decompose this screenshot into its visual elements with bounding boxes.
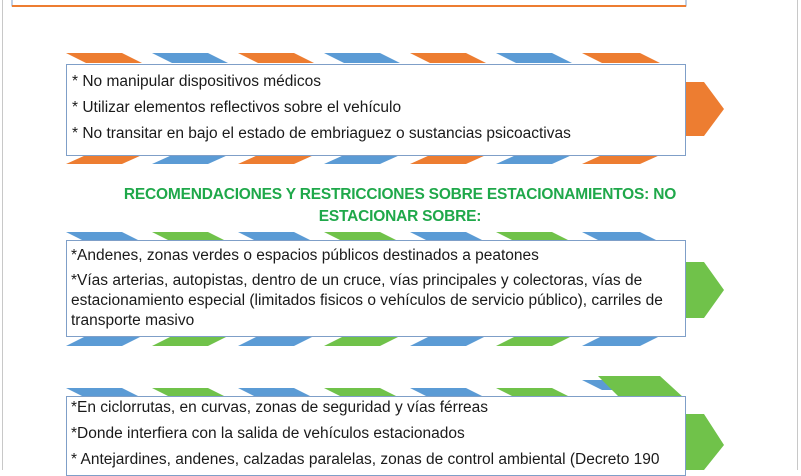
safety-rules-box <box>66 64 686 156</box>
restriction-item-continued: estacionamiento especial (limitados fisicos o vehículos de servicio público), carriles de <box>71 292 663 309</box>
parking-section-heading <box>60 184 740 228</box>
orange-arrow-head <box>684 82 724 136</box>
rule-item: * No manipular dispositivos médicos <box>72 73 321 90</box>
rule-item: * No transitar en bajo el estado de embriaguez o sustancias psicoactivas <box>72 125 571 142</box>
rule-item: * Utilizar elementos reflectivos sobre el vehículo <box>72 99 402 116</box>
green-blue-chevron-band-lower <box>66 376 684 398</box>
restriction-item: * Antejardines, andenes, calzadas paralelas, zonas de control ambiental (Decreto 190 <box>71 451 660 468</box>
green-blue-chevron-band-bottom <box>66 336 660 346</box>
heading-line: ESTACIONAR SOBRE: <box>318 208 482 225</box>
orange-blue-chevron-band-top <box>66 53 660 63</box>
restriction-item: *Vías arterias, autopistas, dentro de un cruce, vías principales y colectoras, vías de <box>71 272 643 289</box>
restriction-item: *Andenes, zonas verdes o espacios públicos destinados a peatones <box>71 247 539 264</box>
green-arrow-head <box>684 262 724 318</box>
restriction-item: *Donde interfiera con la salida de vehículos estacionados <box>71 425 465 442</box>
orange-blue-chevron-band-bottom <box>66 155 660 164</box>
green-arrow-head-lower <box>684 414 724 470</box>
restriction-item-continued: transporte masivo <box>71 312 195 329</box>
restriction-item: *En ciclorrutas, en curvas, zonas de seguridad y vías férreas <box>71 399 488 416</box>
heading-line: RECOMENDACIONES Y RESTRICCIONES SOBRE ESTACIONAMIENTOS: NO <box>123 186 677 203</box>
parking-restrictions-box <box>66 240 686 337</box>
parking-restrictions-box-lower <box>66 396 686 476</box>
